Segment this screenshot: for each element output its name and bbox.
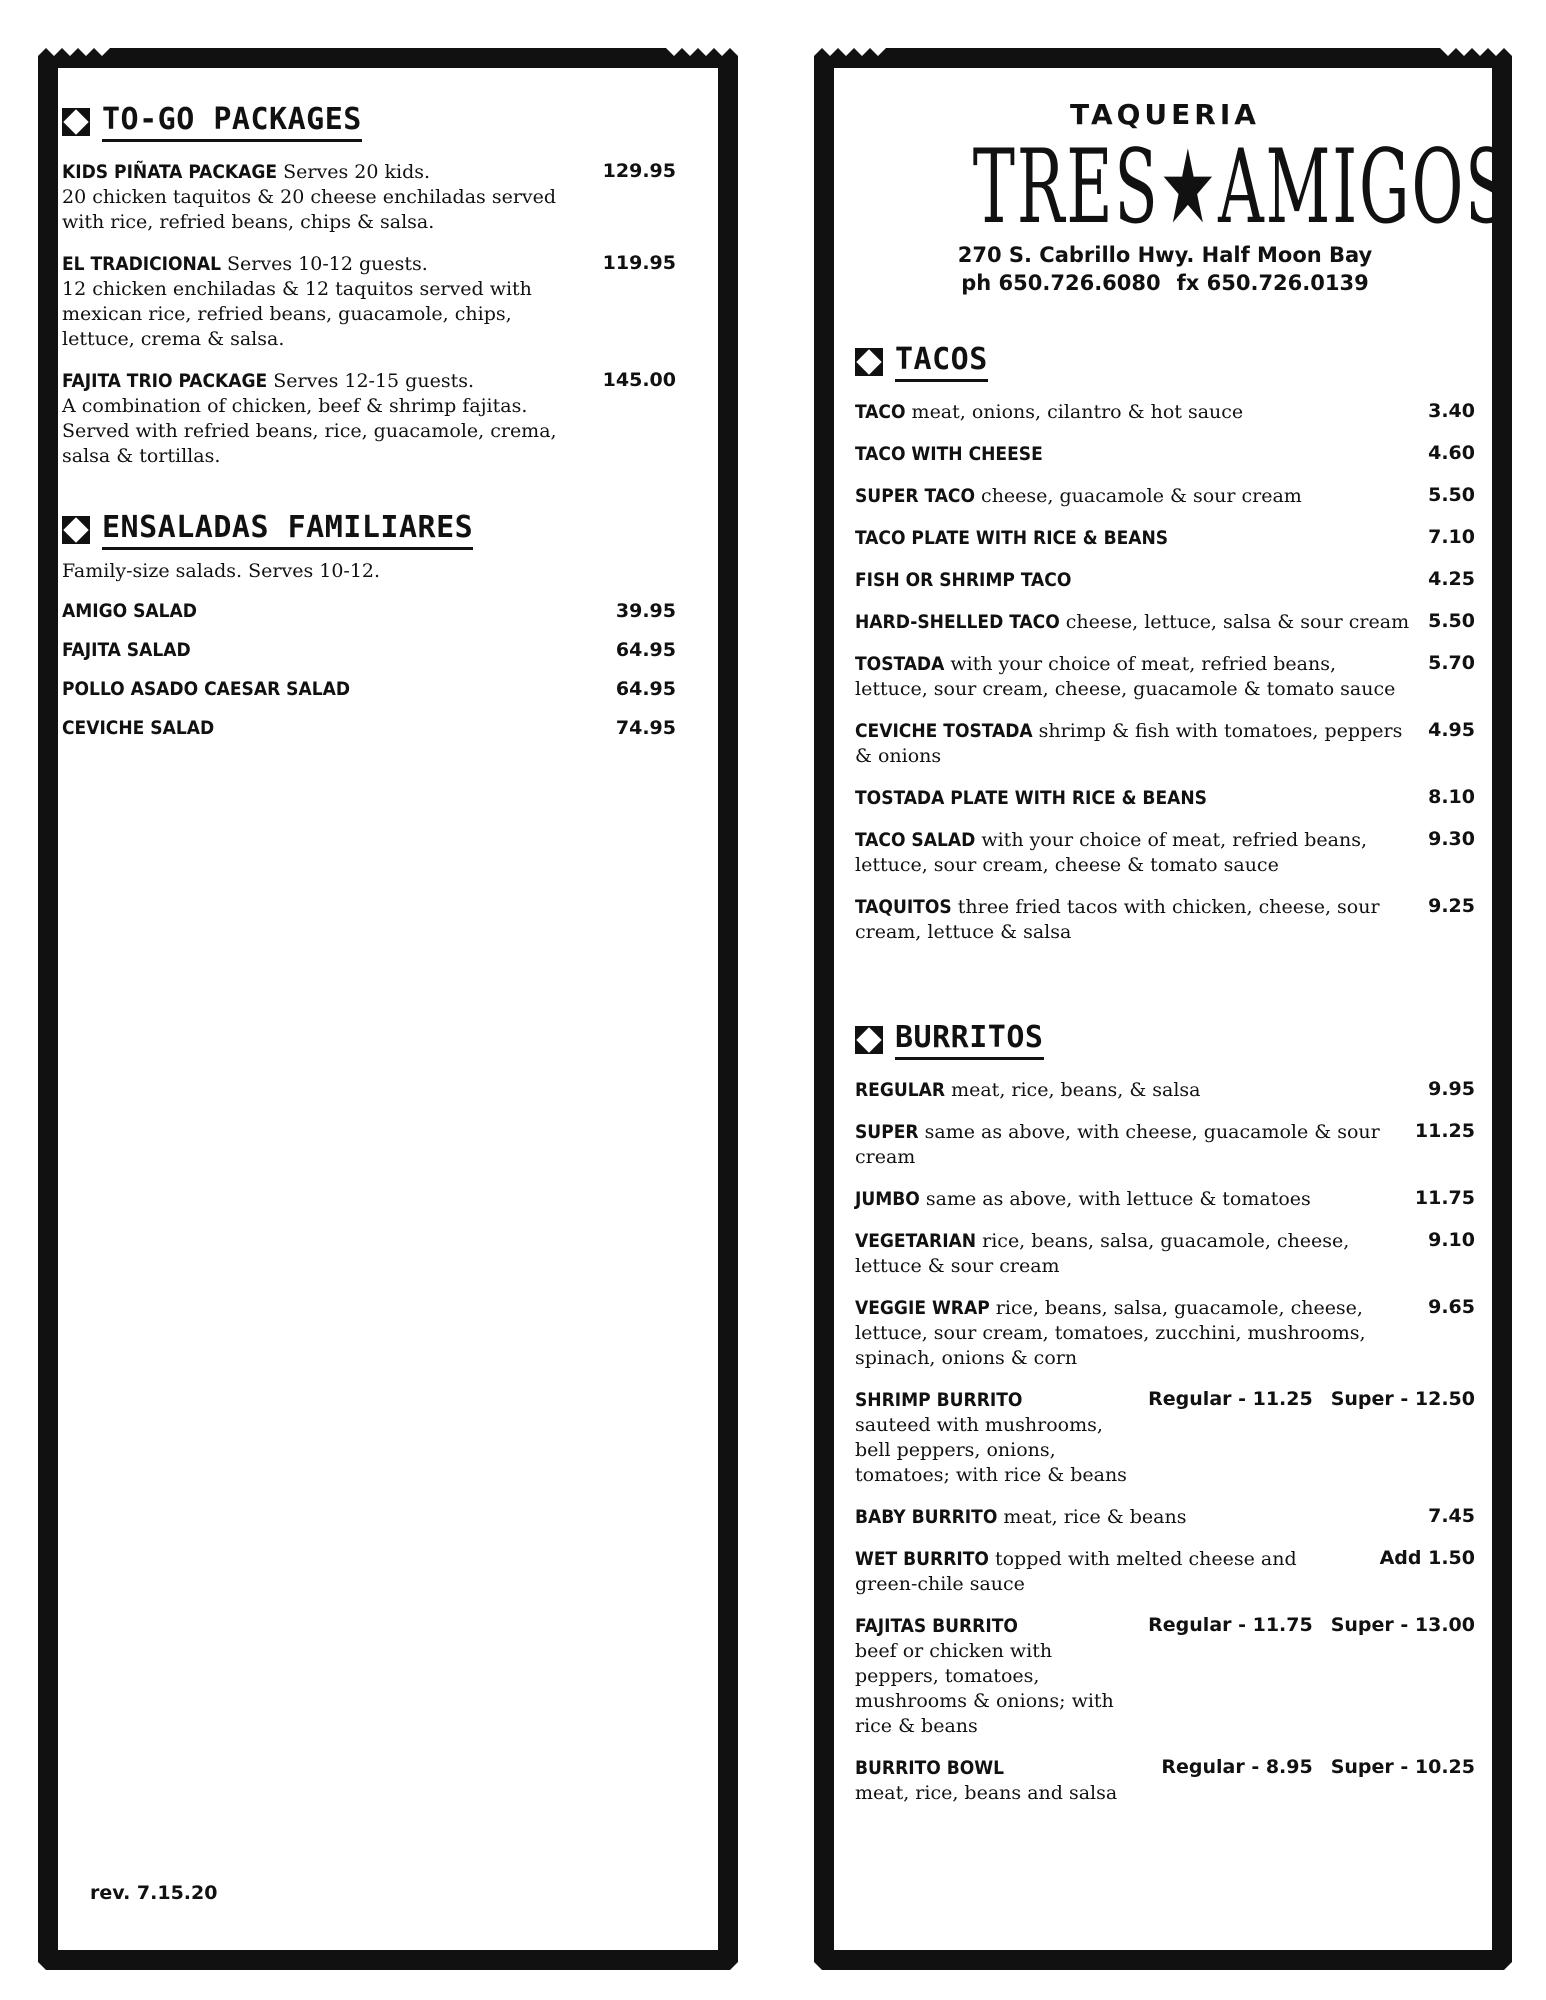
item-desc: same as above, with cheese, guacamole & sour cream [855,1121,1380,1168]
salads-note: Family-size salads. Serves 10-12. [62,560,381,582]
menu-item [855,652,1475,702]
item-price-regular: Regular - 8.95 [1161,1756,1313,1778]
item-price: 8.10 [1428,786,1475,808]
item-price-options [1148,1388,1475,1410]
menu-item [855,400,1475,425]
item-price: 9.25 [1428,895,1475,917]
diamond-icon [62,516,90,544]
item-price: Add 1.50 [1379,1547,1475,1569]
item-detail: 20 chicken taquitos & 20 cheese enchiladas served with rice, refried beans, chips & salsa. [62,186,557,233]
item-name: CEVICHE SALAD [62,717,215,739]
burritos-section-title: BURRITOS [895,1020,1044,1060]
item-desc: Serves 12-15 guests. [273,370,474,392]
menu-item [855,786,1475,811]
item-name: FAJITA SALAD [62,639,191,661]
item-name: JUMBO [855,1188,920,1210]
tacos-section-title: TACOS [895,342,988,382]
item-name: TAQUITOS [855,896,952,918]
item-name: AMIGO SALAD [62,600,197,622]
item-desc: sauteed with mushrooms, bell peppers, onions, tomatoes; with rice & beans [855,1414,1127,1486]
menu-item [855,1614,1475,1739]
item-price: 9.30 [1428,828,1475,850]
menu-item [855,1078,1475,1103]
item-price: 9.10 [1428,1229,1475,1251]
menu-item [62,678,676,700]
menu-item [62,600,676,622]
item-name: TACO WITH CHEESE [855,443,1043,465]
item-price-regular: Regular - 11.25 [1148,1388,1313,1410]
left-column [62,102,676,756]
item-name: CEVICHE TOSTADA [855,720,1033,742]
item-name: VEGETARIAN [855,1230,977,1252]
menu-item [855,526,1475,551]
item-desc: topped with melted cheese and green-chile sauce [855,1548,1297,1595]
item-price: 129.95 [602,160,676,182]
menu-item [855,1296,1475,1371]
diamond-icon [855,348,883,376]
item-price-super: Super - 13.00 [1330,1614,1475,1636]
item-price: 5.50 [1428,610,1475,632]
diamond-icon [62,108,90,136]
diamond-icon [855,1026,883,1054]
item-price: 9.95 [1428,1078,1475,1100]
item-price: 11.75 [1414,1187,1475,1209]
item-price: 5.50 [1428,484,1475,506]
item-price: 145.00 [602,369,676,391]
menu-item [855,1187,1475,1212]
menu-item [855,1756,1475,1806]
menu-item [855,895,1475,945]
item-name: HARD-SHELLED TACO [855,611,1060,633]
restaurant-address: 270 S. Cabrillo Hwy. Half Moon Bay [957,243,1373,267]
tacos-section-header [855,342,1475,382]
item-price-options [1148,1614,1475,1636]
menu-item [855,610,1475,635]
item-detail: A combination of chicken, beef & shrimp fajitas. Served with refried beans, rice, guacamole, crema, salsa & tortillas. [62,395,557,467]
item-desc: meat, rice, beans, & salsa [951,1079,1201,1101]
item-desc: rice, beans, salsa, guacamole, cheese, lettuce & sour cream [855,1230,1350,1277]
item-price: 64.95 [615,639,676,661]
item-name: POLLO ASADO CAESAR SALAD [62,678,351,700]
item-detail: 12 chicken enchiladas & 12 taquitos served with mexican rice, refried beans, guacamole, chips, lettuce, crema & salsa. [62,278,532,350]
item-price: 9.65 [1428,1296,1475,1318]
item-price-options [1161,1756,1475,1778]
item-name: TACO SALAD [855,829,976,851]
menu-item [855,568,1475,593]
item-desc: cheese, lettuce, salsa & sour cream [1065,611,1410,633]
menu-item [62,252,676,352]
menu-item [62,369,676,469]
salads-section-header [62,510,676,550]
item-desc: cheese, guacamole & sour cream [981,485,1302,507]
item-price: 74.95 [615,717,676,739]
item-price-super: Super - 12.50 [1330,1388,1475,1410]
item-name: TOSTADA [855,653,945,675]
item-name: WET BURRITO [855,1548,989,1570]
item-price: 5.70 [1428,652,1475,674]
right-column [855,342,1475,1823]
item-price: 4.60 [1428,442,1475,464]
item-desc: same as above, with lettuce & tomatoes [925,1188,1311,1210]
menu-item [62,160,676,235]
item-name: TACO [855,401,906,423]
menu-item [855,1505,1475,1530]
item-price: 7.45 [1428,1505,1475,1527]
item-name: VEGGIE WRAP [855,1297,990,1319]
restaurant-logo: TRES★AMIGOS [972,128,1511,247]
menu-item [855,442,1475,467]
item-desc: rice, beans, salsa, guacamole, cheese, lettuce, sour cream, tomatoes, zucchini, mushrooms, spinach, onions & corn [855,1297,1366,1369]
menu-item [855,1547,1475,1597]
brand-subtitle: TAQUERIA [1070,98,1260,131]
item-name: FAJITAS BURRITO [855,1615,1018,1637]
item-desc: Serves 20 kids. [283,161,431,183]
item-desc: beef or chicken with peppers, tomatoes, mushrooms & onions; with rice & beans [855,1640,1114,1737]
item-name: SUPER [855,1121,919,1143]
menu-item [855,828,1475,878]
tacos-list [855,400,1475,945]
menu-item [855,719,1475,769]
burritos-list [855,1078,1475,1806]
item-name: FISH OR SHRIMP TACO [855,569,1072,591]
item-name: TACO PLATE WITH RICE & BEANS [855,527,1169,549]
togo-section-header [62,102,676,142]
item-name: REGULAR [855,1079,946,1101]
restaurant-contact [855,269,1475,297]
item-desc: meat, onions, cilantro & hot sauce [911,401,1244,423]
salads-section-title: ENSALADAS FAMILIARES [102,510,473,550]
item-desc: three fried tacos with chicken, cheese, sour cream, lettuce & salsa [855,896,1380,943]
item-price: 64.95 [615,678,676,700]
togo-section-title: TO-GO PACKAGES [102,102,362,142]
item-name: EL TRADICIONAL [62,253,221,275]
burritos-section-header [855,1020,1475,1060]
item-name: TOSTADA PLATE WITH RICE & BEANS [855,787,1207,809]
revision-date: rev. 7.15.20 [90,1882,218,1904]
item-desc: meat, rice, beans and salsa [855,1782,1118,1804]
item-price: 11.25 [1414,1120,1475,1142]
menu-item [62,717,676,739]
item-name: BURRITO BOWL [855,1757,1005,1779]
item-name: SHRIMP BURRITO [855,1389,1023,1411]
item-desc: with your choice of meat, refried beans, lettuce, sour cream, cheese & tomato sauce [855,829,1367,876]
phone-number: ph 650.726.6080 [961,271,1161,295]
restaurant-header [855,98,1511,297]
item-name: SUPER TACO [855,485,975,507]
fax-number: fx 650.726.0139 [1176,271,1369,295]
menu-item [855,1388,1475,1488]
item-price: 4.25 [1428,568,1475,590]
item-desc: with your choice of meat, refried beans, lettuce, sour cream, cheese, guacamole & tomato sauce [855,653,1396,700]
item-name: FAJITA TRIO PACKAGE [62,370,268,392]
item-price: 4.95 [1428,719,1475,741]
menu-item [62,639,676,661]
item-name: KIDS PIÑATA PACKAGE [62,161,278,183]
menu-item [855,484,1475,509]
item-price-super: Super - 10.25 [1330,1756,1475,1778]
item-name: BABY BURRITO [855,1506,998,1528]
item-desc: meat, rice & beans [1003,1506,1187,1528]
item-price: 7.10 [1428,526,1475,548]
item-price: 39.95 [615,600,676,622]
item-desc: shrimp & fish with tomatoes, peppers & onions [855,720,1403,767]
item-price: 3.40 [1428,400,1475,422]
item-price-regular: Regular - 11.75 [1148,1614,1313,1636]
item-price: 119.95 [602,252,676,274]
menu-item [855,1120,1475,1170]
menu-item [855,1229,1475,1279]
item-desc: Serves 10-12 guests. [227,253,428,275]
